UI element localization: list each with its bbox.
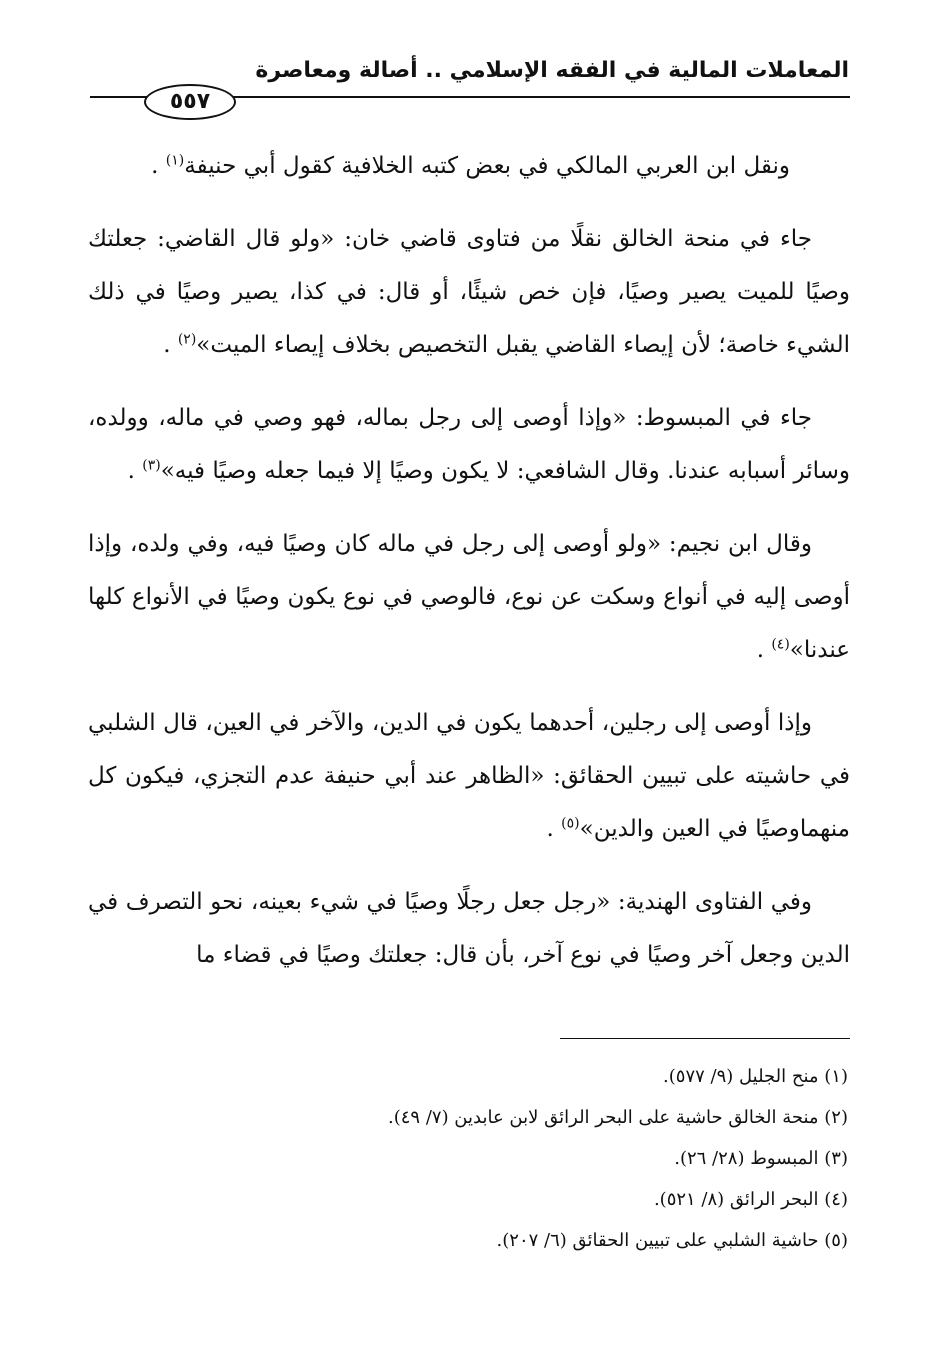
paragraph-text: وإذا أوصى إلى رجلين، أحدهما يكون في الدين، والآخر في العين، قال الشلبي في حاشيته على تبيين الحقائق: «الظاهر عند أبي حنيفة عدم التجزي، فيكون كل منهماوصيًا في العين والدين» <box>88 710 850 842</box>
body-text <box>88 140 850 1002</box>
running-header-title: المعاملات المالية في الفقه الإسلامي .. أصالة ومعاصرة <box>255 58 849 83</box>
footnotes <box>88 1056 850 1261</box>
paragraph-text: جاء في منحة الخالق نقلًا من فتاوى قاضي خان: «ولو قال القاضي: جعلتك وصيًا للميت يصير وصيًا، فإن خص شيئًا، أو قال: في كذا، يصير وصيًا في ذلك الشيء خاصة؛ لأن إيصاء القاضي يقبل التخصيص بخلاف إيصاء الميت» <box>88 226 850 358</box>
paragraph-tail: . <box>163 332 171 358</box>
footnote-reference: (١) <box>165 152 185 169</box>
footnote-reference: (٤) <box>771 636 790 653</box>
footnote: (١) منح الجليل (٩/ ٥٧٧). <box>663 1066 848 1087</box>
paragraph-text: ونقل ابن العربي المالكي في بعض كتبه الخلافية كقول أبي حنيفة <box>184 153 790 179</box>
paragraph <box>88 213 850 372</box>
paragraph-tail: . <box>127 458 135 484</box>
paragraph <box>88 876 850 982</box>
page-number-oval <box>144 84 236 120</box>
paragraph-tail: . <box>151 153 159 179</box>
paragraph <box>88 697 850 856</box>
page-number: ٥٥٧ <box>169 89 211 114</box>
paragraph-text: وقال ابن نجيم: «ولو أوصى إلى رجل في ماله كان وصيًا فيه، وفي ولده، وإذا أوصى إليه في أنواع وسكت عن نوع، فالوصي في نوع يكون وصيًا في الأنواع كلها عندنا» <box>88 531 850 663</box>
paragraph <box>88 140 850 193</box>
paragraph-text: وفي الفتاوى الهندية: «رجل جعل رجلًا وصيًا في شيء بعينه، نحو التصرف في الدين وجعل آخر وصيًا في نوع آخر، بأن قال: جعلتك وصيًا في قضاء ما <box>88 889 850 968</box>
paragraph <box>88 518 850 677</box>
footnote-reference: (٣) <box>142 457 161 474</box>
footnote-reference: (٢) <box>177 331 197 348</box>
paragraph-tail: . <box>546 816 554 842</box>
footnote-separator <box>560 1038 850 1039</box>
footnote: (٥) حاشية الشلبي على تبيين الحقائق (٦/ ٢٠٧). <box>496 1230 848 1251</box>
footnote-reference: (٥) <box>561 815 580 832</box>
footnote: (٢) منحة الخالق حاشية على البحر الرائق لابن عابدين (٧/ ٤٩). <box>388 1107 848 1128</box>
paragraph-text: جاء في المبسوط: «وإذا أوصى إلى رجل بماله، فهو وصي في ماله، وولده، وسائر أسبابه عندنا. وقال الشافعي: لا يكون وصيًا إلا فيما جعله وصيًا فيه» <box>88 405 850 484</box>
paragraph-tail: . <box>756 637 764 663</box>
paragraph <box>88 392 850 498</box>
footnote: (٤) البحر الرائق (٨/ ٥٢١). <box>653 1189 848 1210</box>
footnote: (٣) المبسوط (٢٨/ ٢٦). <box>674 1148 848 1169</box>
